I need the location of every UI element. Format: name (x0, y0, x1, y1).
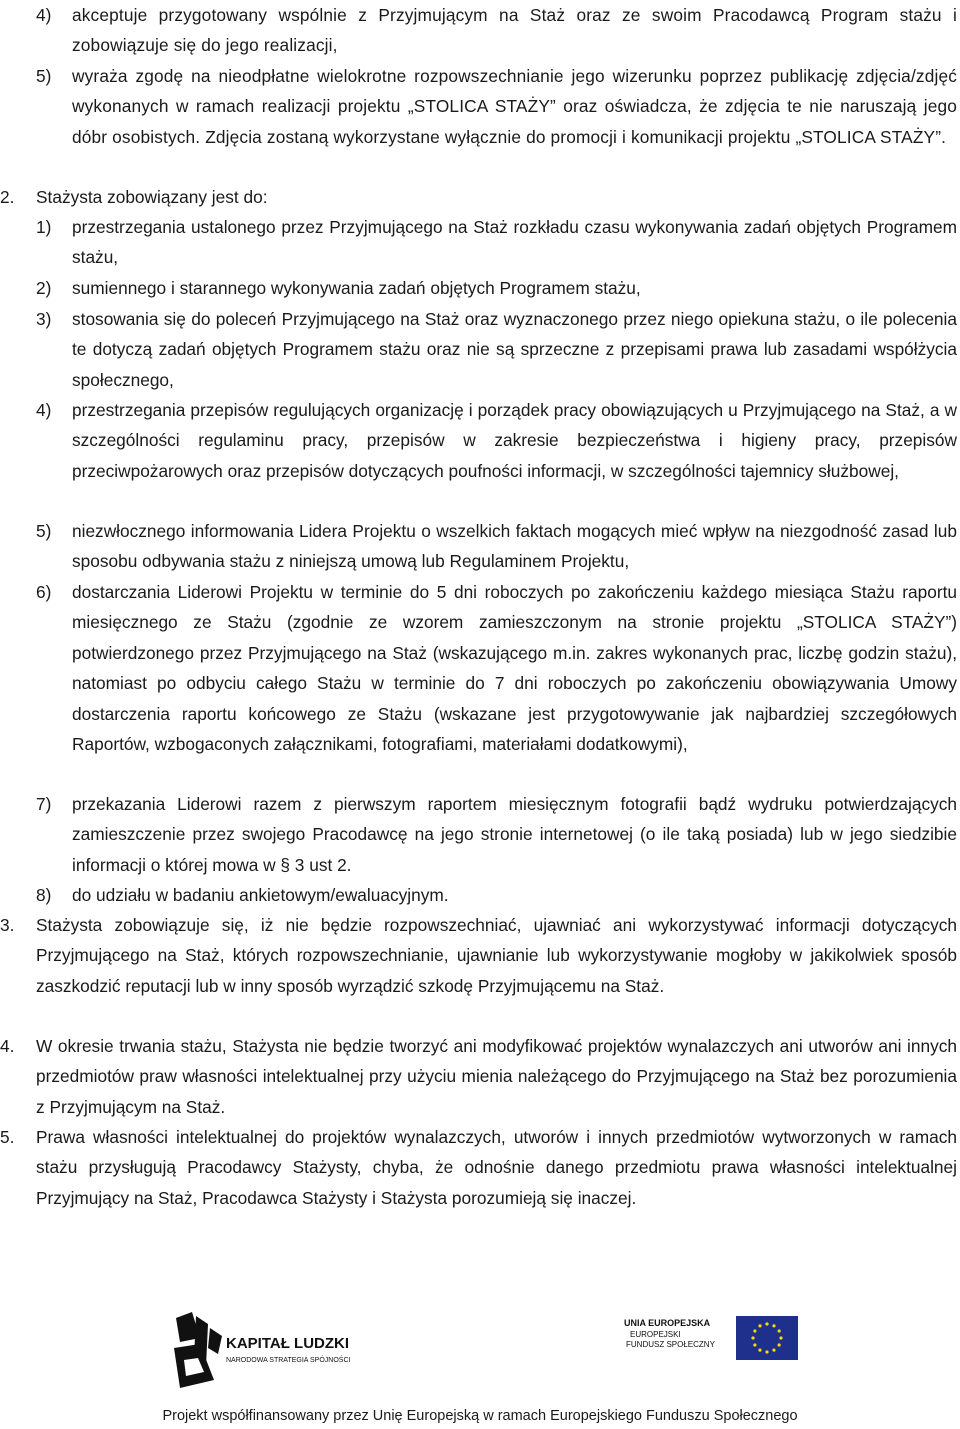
item-number: 2) (36, 278, 52, 298)
item-text: niezwłocznego informowania Lidera Projektu o wszelkich faktach mogących mieć wpływ na niezgodność zasad lub sposobu odbywania stażu z niniejszą umową lub Regulaminem Projektu, (72, 521, 957, 572)
item-number: 8) (36, 885, 52, 905)
kapital-ludzki-logo (170, 1308, 370, 1394)
item-text: do udziału w badaniu ankietowym/ewaluacyjnym. (72, 885, 449, 905)
item-text: przekazania Liderowi razem z pierwszym raportem miesięcznym fotografii bądź wydruku potwierdzających zamieszczenie przez swojego Pracodawcę na jego stronie internetowej (o ile taką posiada) lub w jego siedzibie informacji o której mowa w § 3 ust 2. (72, 794, 957, 875)
section-number: 4. (0, 1036, 15, 1056)
eu-star-icon (753, 1329, 756, 1332)
section-text: W okresie trwania stażu, Stażysta nie będzie tworzyć ani modyfikować projektów wynalazczych ani utworów ani innych przedmiotów praw własności intelektualnej przy użyciu mienia należącego do Przyjmującego na Staż bez porozumienia z Przyjmującym na Staż. (36, 1036, 957, 1117)
footer-logos (0, 1298, 960, 1398)
eu-star-icon (778, 1343, 781, 1346)
section-text: Stażysta zobowiązany jest do: (36, 187, 268, 207)
eu-line-1: UNIA EUROPEJSKA (624, 1318, 711, 1328)
item-number: 6) (36, 582, 52, 602)
eu-efs-logo (624, 1316, 800, 1362)
eu-star-icon (758, 1349, 761, 1352)
item-number: 5) (36, 521, 52, 541)
item-number: 5) (36, 66, 52, 86)
section-number: 5. (0, 1127, 15, 1147)
item-text: przestrzegania przepisów regulujących organizację i porządek pracy obowiązujących u Przyjmującego na Staż, a w szczególności regulaminu pracy, przepisów w zakresie bezpieczeństwa i higieny pracy, przepisów przeciwpożarowych oraz przepisów dotyczących poufności informacji, w szczególności tajemnicy służbowej, (72, 400, 957, 481)
cofinancing-footer: Projekt współfinansowany przez Unię Europejską w ramach Europejskiego Funduszu Społecznego (162, 1408, 798, 1424)
eu-star-icon (765, 1322, 768, 1325)
eu-star-icon (772, 1349, 775, 1352)
section-number: 2. (0, 187, 15, 207)
kapital-ludzki-title: KAPITAŁ LUDZKI (226, 1335, 350, 1352)
item-text: akceptuje przygotowany wspólnie z Przyjmującym na Staż oraz ze swoim Pracodawcą Program stażu i zobowiązuje się do jego realizacji, (72, 5, 957, 56)
eu-star-icon (753, 1343, 756, 1346)
eu-star-icon (779, 1336, 782, 1339)
eu-star-icon (765, 1350, 768, 1353)
item-number: 3) (36, 309, 52, 329)
item-number: 4) (36, 5, 52, 25)
item-text: sumiennego i starannego wykonywania zadań objętych Programem stażu, (72, 278, 641, 298)
eu-star-icon (758, 1324, 761, 1327)
eu-star-icon (751, 1336, 754, 1339)
item-text: wyraża zgodę na nieodpłatne wielokrotne rozpowszechnianie jego wizerunku poprzez publikację zdjęcia/zdjęć wykonanych w ramach realizacji projektu „STOLICA STAŻY” oraz oświadcza, że zdjęcia te nie naruszają jego dóbr osobistych. Zdjęcia zostaną wykorzystane wyłącznie do promocji i komunikacji projektu „STOLICA STAŻY”. (72, 66, 957, 147)
eu-line-3: FUNDUSZ SPOŁECZNY (626, 1340, 715, 1349)
item-text: dostarczania Liderowi Projektu w terminie do 5 dni roboczych po zakończeniu każdego miesiąca Stażu raportu miesięcznego ze Stażu (zgodnie ze wzorem zamieszczonym na stronie projektu „STOLICA STAŻY”) potwierdzonego przez Przyjmującego na Staż (wskazującego m.in. zakres wykonanych prac, liczbę godzin stażu), natomiast po odbyciu całego Stażu w terminie do 7 dni roboczych po zakończeniu obowiązywania Umowy dostarczenia raportu końcowego ze Stażu (wskazane jest przygotowywanie jak najbardziej szczegółowych Raportów, wzbogaconych załącznikami, fotografiami, materiałami dodatkowymi), (72, 582, 957, 755)
eu-line-2: EUROPEJSKI (630, 1330, 681, 1339)
section-text: Stażysta zobowiązuje się, iż nie będzie rozpowszechniać, ujawniać ani wykorzystywać informacji dotyczących Przyjmującego na Staż, których rozpowszechnianie, ujawnianie lub wykorzystywanie mogłoby w jakikolwiek sposób zaszkodzić reputacji lub w inny sposób wyrządzić szkodę Przyjmującemu na Staż. (36, 915, 957, 996)
kapital-ludzki-subtitle: NARODOWA STRATEGIA SPÓJNOŚCI (226, 1357, 351, 1364)
eu-star-icon (778, 1329, 781, 1332)
item-number: 7) (36, 794, 52, 814)
item-number: 4) (36, 400, 52, 420)
section-number: 3. (0, 915, 15, 935)
item-text: przestrzegania ustalonego przez Przyjmującego na Staż rozkładu czasu wykonywania zadań objętych Programem stażu, (72, 217, 957, 268)
section-text: Prawa własności intelektualnej do projektów wynalazczych, utworów i innych przedmiotów wytworzonych w ramach stażu przysługują Pracodawcy Stażysty, chyba, że odnośnie danego przedmiotu prawa własności intelektualnej Przyjmujący na Staż, Pracodawca Stażysty i Stażysta porozumieją się inaczej. (36, 1127, 957, 1208)
item-text: stosowania się do poleceń Przyjmującego na Staż oraz wyznaczonego przez niego opiekuna stażu, o ile polecenia te dotyczą zadań objętych Programem stażu oraz nie są sprzeczne z przepisami prawa lub zasadami współżycia społecznego, (72, 309, 957, 390)
item-number: 1) (36, 217, 52, 237)
eu-star-icon (772, 1324, 775, 1327)
